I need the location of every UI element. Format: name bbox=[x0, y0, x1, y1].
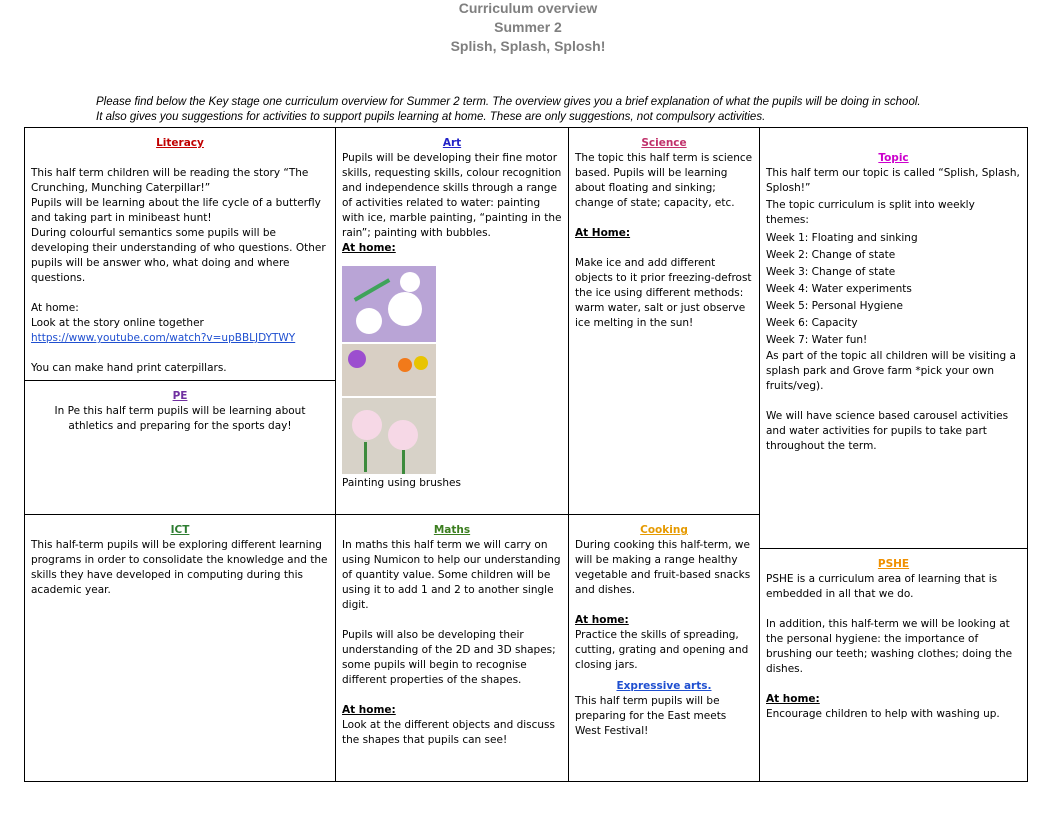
literacy-text-1: This half term children will be reading the story “The Crunching, Munching Caterpillar!” bbox=[31, 167, 309, 194]
topic-week-1: Week 1: Floating and sinking bbox=[766, 232, 918, 244]
doc-topic-name: Splish, Splash, Splosh! bbox=[450, 38, 606, 54]
art-photo-paint bbox=[342, 344, 436, 396]
topic-text-3: As part of the topic all children will be visiting a splash park and Grove farm *pick your own fruits/veg). bbox=[766, 350, 1016, 392]
literacy-home-label: At home: bbox=[31, 302, 79, 314]
doc-term: Summer 2 bbox=[494, 19, 562, 35]
literacy-title: Literacy bbox=[156, 137, 204, 149]
topic-week-6: Week 6: Capacity bbox=[766, 317, 858, 329]
maths-text-2: Pupils will also be developing their understanding of the 2D and 3D shapes; some pupils will begin to recognise different properties of the shapes. bbox=[342, 629, 556, 686]
science-cell bbox=[568, 127, 760, 515]
topic-week-2: Week 2: Change of state bbox=[766, 249, 896, 261]
topic-text-1: This half term our topic is called “Splish, Splash, Splosh!” bbox=[766, 167, 1020, 194]
literacy-video-link[interactable]: https://www.youtube.com/watch?v=upBBLJDYTWY bbox=[31, 332, 296, 344]
literacy-text-3: During colourful semantics some pupils will be developing their understanding of who questions. Other pupils will be answer who, what doing and where questions. bbox=[31, 227, 326, 284]
expressive-arts-text: This half term pupils will be preparing for the East meets West Festival! bbox=[575, 695, 727, 737]
topic-week-3: Week 3: Change of state bbox=[766, 266, 896, 278]
intro-line-1: Please find below the Key stage one curriculum overview for Summer 2 term. The overview gives you a brief explanation of what the pupils will be doing in school. bbox=[96, 96, 921, 108]
cooking-text-2: Practice the skills of spreading, cutting, grating and opening and closing jars. bbox=[575, 629, 749, 671]
maths-text-1: In maths this half term we will carry on using Numicon to help our understanding of quantity value. Some children will be using it to add 1 and 2 to another single digit. bbox=[342, 539, 561, 611]
pshe-text-3: Encourage children to help with washing up. bbox=[766, 708, 1000, 720]
pshe-home-label: At home: bbox=[766, 693, 820, 705]
maths-home-label: At home: bbox=[342, 704, 396, 716]
intro-line-2: It also gives you suggestions for activities to support pupils learning at home. These are only suggestions, not compulsory activities. bbox=[96, 111, 766, 123]
topic-cell bbox=[759, 127, 1028, 549]
science-title: Science bbox=[641, 137, 687, 149]
topic-text-2: The topic curriculum is split into weekly themes: bbox=[766, 199, 975, 226]
science-text-2: Make ice and add different objects to it prior freezing-defrost the ice using different methods: warm water, salt or just observe ice melting in the sun! bbox=[575, 257, 752, 329]
doc-title: Curriculum overview bbox=[458, 0, 598, 16]
pe-cell bbox=[24, 380, 336, 515]
art-photo-flowers bbox=[342, 266, 436, 342]
topic-title: Topic bbox=[878, 152, 909, 164]
ict-title: ICT bbox=[170, 524, 190, 536]
cooking-text-1: During cooking this half-term, we will be making a range healthy vegetable and fruit-based snacks and dishes. bbox=[575, 539, 751, 596]
art-photo-blossoms bbox=[342, 398, 436, 474]
art-text: Pupils will be developing their fine motor skills, requesting skills, colour recognition and independence skills through a range of activities related to water: painting with ice, marble painting, “painting in the rain”; painting with bubbles. bbox=[342, 152, 562, 239]
literacy-text-4: You can make hand print caterpillars. bbox=[31, 362, 227, 374]
topic-week-7: Week 7: Water fun! bbox=[766, 334, 868, 346]
art-cell bbox=[335, 127, 569, 515]
science-home-label: At Home: bbox=[575, 227, 631, 239]
maths-title: Maths bbox=[433, 524, 471, 536]
ict-text: This half-term pupils will be exploring different learning programs in order to consolidate the knowledge and the skills they have developed in computing during this academic year. bbox=[31, 539, 328, 596]
cooking-title: Cooking bbox=[640, 524, 688, 536]
pshe-title: PSHE bbox=[877, 558, 910, 570]
art-caption: Painting using brushes bbox=[342, 477, 461, 489]
topic-week-5: Week 5: Personal Hygiene bbox=[766, 300, 903, 312]
art-title: Art bbox=[442, 137, 462, 149]
literacy-text-2: Pupils will be learning about the life cycle of a butterfly and taking part in minibeast hunt! bbox=[31, 197, 321, 224]
pe-title: PE bbox=[172, 390, 188, 402]
maths-cell bbox=[335, 514, 569, 782]
pshe-cell bbox=[759, 548, 1028, 782]
pshe-text-1: PSHE is a curriculum area of learning that is embedded in all that we do. bbox=[766, 573, 998, 600]
topic-text-4: We will have science based carousel activities and water activities for pupils to take part throughout the term. bbox=[766, 410, 1009, 452]
cooking-home-label: At home: bbox=[575, 614, 629, 626]
pshe-text-2: In addition, this half-term we will be looking at the personal hygiene: the importance of brushing our teeth; washing clothes; doing the dishes. bbox=[766, 618, 1013, 675]
ict-cell bbox=[24, 514, 336, 782]
literacy-cell bbox=[24, 127, 336, 381]
expressive-arts-title: Expressive arts. bbox=[616, 680, 712, 692]
cooking-cell bbox=[568, 514, 760, 782]
maths-text-3: Look at the different objects and discuss the shapes that pupils can see! bbox=[342, 719, 555, 746]
art-home-label: At home: bbox=[342, 242, 396, 254]
topic-week-4: Week 4: Water experiments bbox=[766, 283, 912, 295]
science-text-1: The topic this half term is science based. Pupils will be learning about floating and sinking; change of state; capacity, etc. bbox=[575, 152, 753, 209]
pe-text: In Pe this half term pupils will be learning about athletics and preparing for the sports day! bbox=[54, 405, 306, 432]
literacy-home-text: Look at the story online together bbox=[31, 317, 204, 329]
